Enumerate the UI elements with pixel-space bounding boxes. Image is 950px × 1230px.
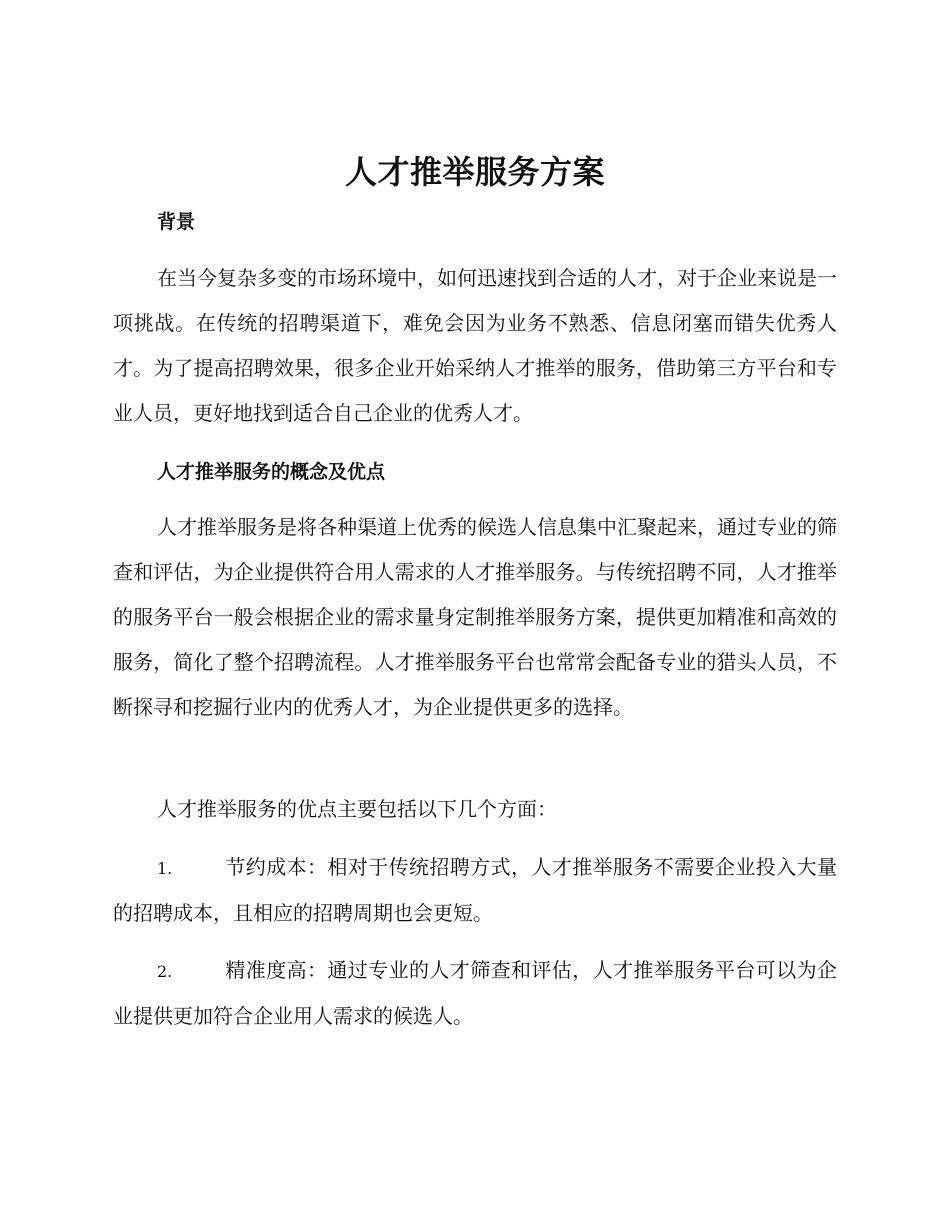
list-item-1 <box>113 845 837 936</box>
list-item-text: 节约成本：相对于传统招聘方式，人才推举服务不需要企业投入大量的招聘成本，且相应的招聘周期也会更短。 <box>113 855 837 925</box>
section-heading-background: 背景 <box>157 211 196 233</box>
paragraph-concept: 人才推举服务是将各种渠道上优秀的候选人信息集中汇聚起来，通过专业的筛查和评估，为企业提供符合用人需求的人才推举服务。与传统招聘不同，人才推举的服务平台一般会根据企业的需求量身定制推举服务方案，提供更加精准和高效的服务，简化了整个招聘流程。人才推举服务平台也常常会配备专业的猎头人员，不断探寻和挖掘行业内的优秀人才，为企业提供更多的选择。 <box>113 515 837 719</box>
paragraph-background: 在当今复杂多变的市场环境中，如何迅速找到合适的人才，对于企业来说是一项挑战。在传统的招聘渠道下，难免会因为业务不熟悉、信息闭塞而错失优秀人才。为了提高招聘效果，很多企业开始采纳人才推举的服务，借助第三方平台和专业人员，更好地找到适合自己企业的优秀人才。 <box>113 266 837 425</box>
list-number: 2. <box>157 962 173 981</box>
list-item-2 <box>113 948 837 1039</box>
list-item-text: 精准度高：通过专业的人才筛查和评估，人才推举服务平台可以为企业提供更加符合企业用人需求的候选人。 <box>113 958 837 1028</box>
document-title: 人才推举服务方案 <box>344 153 605 191</box>
paragraph-advantages-intro: 人才推举服务的优点主要包括以下几个方面： <box>157 797 557 821</box>
section-heading-concept: 人才推举服务的概念及优点 <box>157 461 386 483</box>
list-number: 1. <box>157 859 173 878</box>
